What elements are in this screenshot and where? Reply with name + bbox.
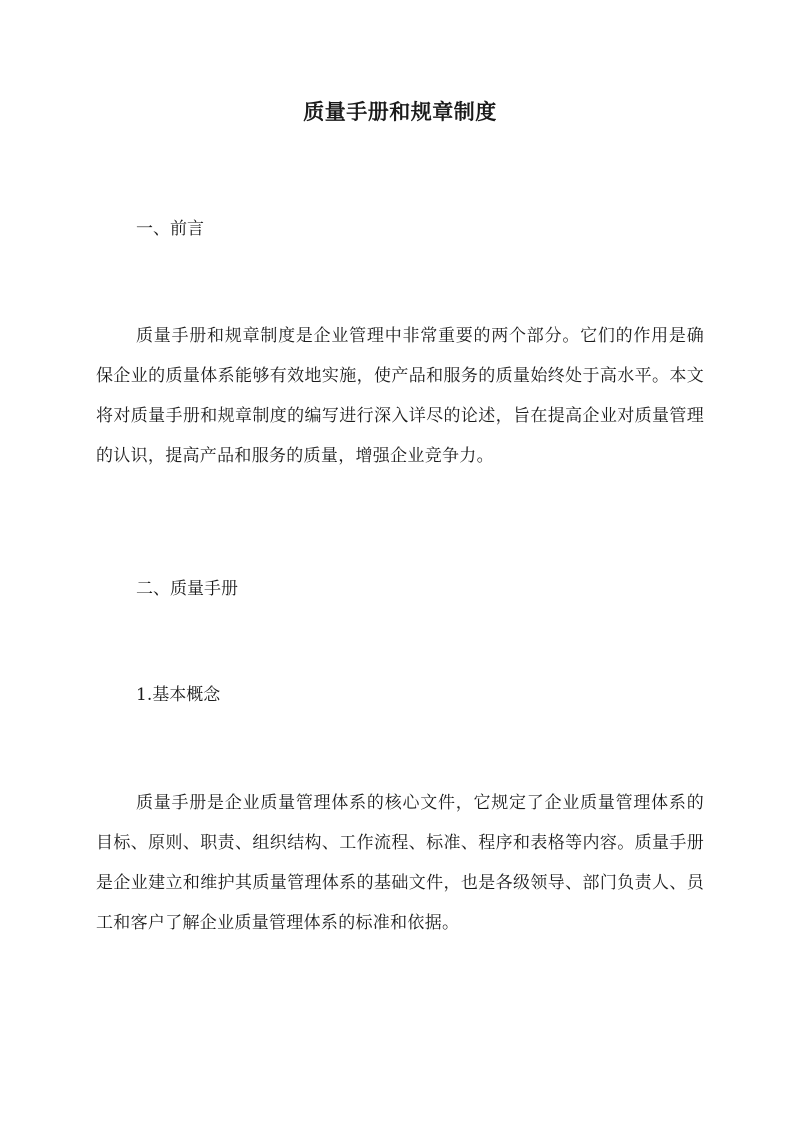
document-title: 质量手册和规章制度 (303, 99, 497, 124)
section-heading-quality-manual: 二、质量手册 (136, 579, 238, 599)
preface-paragraph: 质量手册和规章制度是企业管理中非常重要的两个部分。它们的作用是确保企业的质量体系能够有效地实施，使产品和服务的质量始终处于高水平。本文将对质量手册和规章制度的编写进行深入详尽的论述，旨在提高企业对质量管理的认识，提高产品和服务的质量，增强企业竞争力。 (96, 326, 704, 466)
basic-concept-paragraph: 质量手册是企业质量管理体系的核心文件，它规定了企业质量管理体系的目标、原则、职责、组织结构、工作流程、标准、程序和表格等内容。质量手册是企业建立和维护其质量管理体系的基础文件，也是各级领导、部门负责人、员工和客户了解企业质量管理体系的标准和依据。 (96, 793, 704, 933)
section-heading-preface: 一、前言 (136, 219, 204, 239)
subsection-heading-basic-concept: 1.基本概念 (136, 685, 221, 705)
